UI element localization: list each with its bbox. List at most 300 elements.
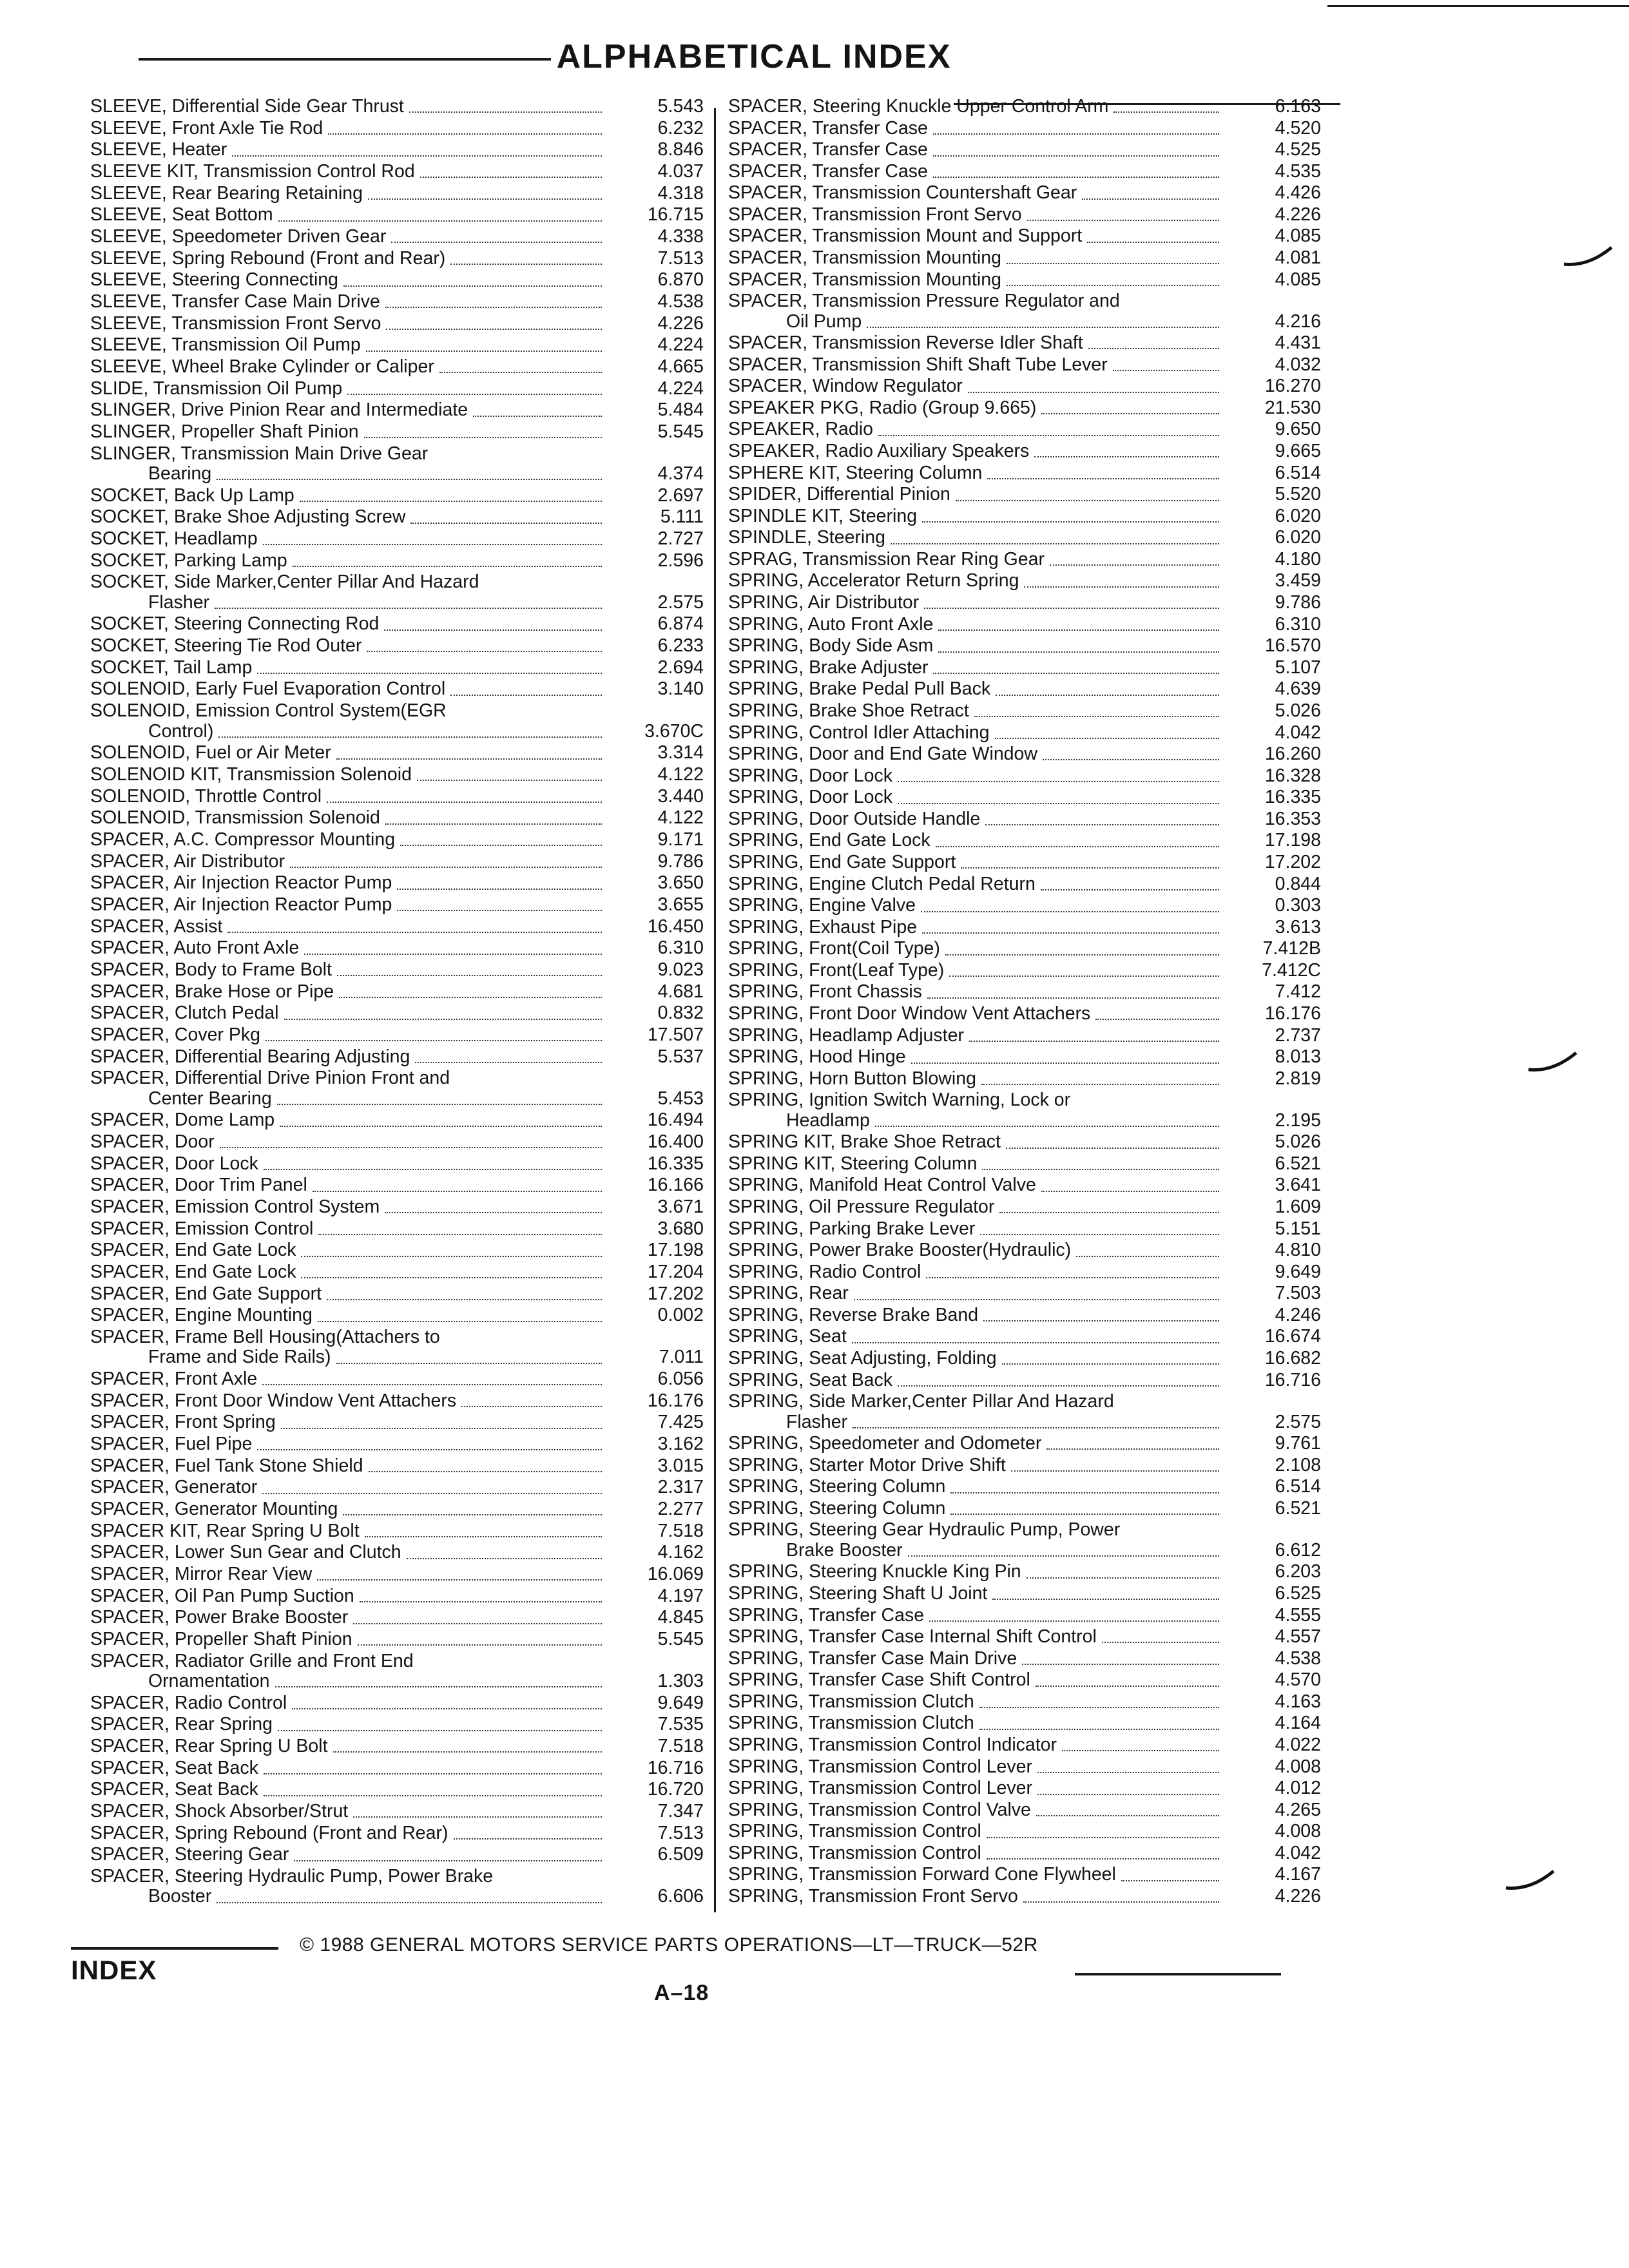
entry-reference: 4.265 <box>1275 1799 1321 1820</box>
dot-leader <box>927 997 1219 999</box>
index-entry <box>90 895 704 915</box>
index-entry <box>90 1758 704 1778</box>
entry-reference: 2.596 <box>657 550 704 571</box>
dot-leader <box>461 1406 602 1407</box>
index-entry <box>90 938 704 958</box>
entry-text: SPRING, Oil Pressure Regulator <box>728 1196 995 1218</box>
entry-reference: 6.056 <box>657 1369 704 1389</box>
entry-reference: 6.020 <box>1275 505 1321 526</box>
index-entry <box>90 1047 704 1067</box>
entry-reference: 16.166 <box>647 1175 704 1196</box>
entry-reference: 4.557 <box>1275 1626 1321 1648</box>
entry-text: SLEEVE, Heater <box>90 139 227 160</box>
entry-reference: 9.786 <box>657 850 704 872</box>
entry-text: SPRING, Transmission Control Lever <box>728 1756 1032 1777</box>
entry-text: SPRING, Steering Gear Hydraulic Pump, Power <box>728 1519 1121 1541</box>
dot-leader <box>1095 1019 1219 1020</box>
entry-reference: 3.015 <box>657 1455 704 1476</box>
entry-text: SPACER, Propeller Shaft Pinion <box>90 1629 352 1650</box>
entry-reference: 7.513 <box>657 1822 704 1843</box>
dot-leader <box>277 1104 602 1105</box>
index-entry <box>728 333 1321 353</box>
entry-text: SPRING, Auto Front Axle <box>728 613 934 635</box>
index-entry <box>90 1586 704 1606</box>
index-entry <box>728 896 1321 916</box>
dot-leader <box>294 1860 602 1861</box>
index-entry <box>90 1132 704 1152</box>
dot-leader <box>407 1558 602 1559</box>
index-entry <box>90 743 704 763</box>
index-entry <box>728 1132 1321 1152</box>
entry-text: SPACER, Power Brake Booster <box>90 1607 349 1628</box>
entry-reference: 16.715 <box>647 204 704 226</box>
entry-text: SPACER, Transfer Case <box>728 139 928 160</box>
index-entry <box>728 1240 1321 1260</box>
entry-reference: 16.353 <box>1264 808 1321 829</box>
entry-reference: 4.639 <box>1275 678 1321 700</box>
index-entry <box>728 1499 1321 1519</box>
index-entry <box>90 1802 704 1821</box>
dot-leader <box>1087 242 1219 243</box>
entry-reference: 4.224 <box>657 378 704 399</box>
dot-leader <box>949 975 1219 977</box>
entry-reference: 1.303 <box>657 1671 704 1692</box>
dot-leader <box>933 177 1219 178</box>
dot-leader <box>1006 1148 1219 1149</box>
entry-reference: 4.570 <box>1275 1669 1321 1691</box>
entry-reference: 5.545 <box>657 421 704 443</box>
dot-leader <box>347 394 602 395</box>
index-entry <box>728 852 1321 872</box>
entry-continuation: Flasher <box>148 591 210 613</box>
entry-reference: 9.023 <box>657 959 704 980</box>
dot-leader <box>264 1169 602 1170</box>
entry-reference: 6.612 <box>1275 1539 1321 1561</box>
entry-reference: 17.198 <box>1264 830 1321 851</box>
entry-reference: 6.874 <box>657 613 704 635</box>
index-entry <box>90 507 704 527</box>
entry-text: SPACER, Emission Control System <box>90 1196 380 1217</box>
corner-rule <box>1327 5 1629 7</box>
footer-rule-left <box>71 1947 278 1950</box>
index-entry <box>728 97 1321 117</box>
index-entry <box>90 1391 704 1411</box>
entry-text: SPACER, Auto Front Axle <box>90 937 300 959</box>
entry-reference: 16.328 <box>1264 765 1321 786</box>
dot-leader <box>1007 285 1219 286</box>
entry-text: SPACER, Steering Knuckle Upper Control Arm <box>728 96 1109 117</box>
index-entry <box>728 1887 1321 1907</box>
dot-leader <box>336 758 602 760</box>
dot-leader <box>950 1514 1219 1515</box>
dot-leader <box>1050 564 1219 566</box>
entry-text: SPRING, Front(Coil Type) <box>728 938 940 959</box>
index-entry <box>728 1520 1321 1561</box>
entry-text: SOCKET, Steering Tie Rod Outer <box>90 635 362 657</box>
index-entry <box>728 1370 1321 1390</box>
dot-leader <box>365 1536 602 1537</box>
dot-leader <box>366 351 602 352</box>
dot-leader <box>999 1212 1219 1213</box>
index-entry <box>728 658 1321 678</box>
entry-reference: 16.400 <box>647 1131 704 1152</box>
entry-continuation: Bearing <box>148 463 212 485</box>
index-entry <box>728 1262 1321 1282</box>
index-entry <box>90 1262 704 1282</box>
entry-reference: 4.246 <box>1275 1304 1321 1325</box>
dot-leader <box>853 1427 1219 1428</box>
dot-leader <box>938 651 1219 653</box>
entry-text: SPACER, Door <box>90 1131 215 1152</box>
dot-leader <box>1027 220 1219 221</box>
index-entry <box>728 1349 1321 1369</box>
entry-text: SPRING, End Gate Lock <box>728 830 930 851</box>
entry-text: SPRING, Transmission Front Servo <box>728 1886 1018 1907</box>
entry-text: SPRING, End Gate Support <box>728 852 956 872</box>
index-entry <box>728 270 1321 290</box>
entry-text: SPINDLE, Steering <box>728 527 885 548</box>
dot-leader <box>922 932 1219 934</box>
entry-reference: 4.535 <box>1275 160 1321 182</box>
binder-hole-mark <box>1563 245 1614 268</box>
entry-reference: 3.314 <box>657 742 704 764</box>
index-entry <box>728 1004 1321 1024</box>
entry-text: SPACER, Fuel Pipe <box>90 1434 253 1455</box>
page-title: ALPHABETICAL INDEX <box>556 38 952 75</box>
dot-leader <box>301 1277 602 1278</box>
entry-text: SPIDER, Differential Pinion <box>728 484 950 505</box>
entry-reference: 7.503 <box>1275 1283 1321 1304</box>
entry-reference: 16.494 <box>647 1110 704 1131</box>
dot-leader <box>367 651 602 652</box>
entry-reference: 4.374 <box>657 463 704 485</box>
index-entry <box>90 249 704 269</box>
index-entry <box>90 140 704 160</box>
index-entry <box>728 766 1321 786</box>
entry-reference: 6.310 <box>1275 613 1321 635</box>
entry-reference: 4.180 <box>1275 548 1321 570</box>
dot-leader <box>278 220 602 222</box>
entry-text: SOLENOID KIT, Transmission Solenoid <box>90 764 412 785</box>
index-entry <box>90 1715 704 1735</box>
index-entry <box>728 701 1321 721</box>
dot-leader <box>1041 413 1219 414</box>
entry-reference: 5.107 <box>1275 657 1321 678</box>
entry-text: SPRING, Transmission Clutch <box>728 1713 974 1734</box>
dot-leader <box>1113 370 1219 371</box>
entry-reference: 5.026 <box>1275 1131 1321 1153</box>
dot-leader <box>280 1126 602 1127</box>
entry-text: SLEEVE, Transfer Case Main Drive <box>90 291 380 312</box>
entry-reference: 2.195 <box>1275 1110 1321 1131</box>
entry-reference: 4.042 <box>1275 722 1321 743</box>
entry-reference: 4.216 <box>1275 311 1321 332</box>
index-entry <box>728 1175 1321 1195</box>
entry-text: SOCKET, Tail Lamp <box>90 657 253 678</box>
entry-text: SPRING, Body Side Asm <box>728 635 934 657</box>
entry-text: SPACER, Window Regulator <box>728 376 963 397</box>
entry-continuation: Center Bearing <box>148 1088 272 1109</box>
entry-reference: 8.013 <box>1275 1046 1321 1068</box>
entry-text: SPACER, A.C. Compressor Mounting <box>90 829 396 850</box>
entry-text: SPACER, Front Spring <box>90 1412 276 1433</box>
entry-reference: 9.649 <box>657 1692 704 1713</box>
entry-reference: 6.514 <box>1275 1476 1321 1497</box>
entry-text: SPRING, Transfer Case Internal Shift Control <box>728 1626 1097 1648</box>
index-entry <box>90 400 704 420</box>
entry-reference: 6.020 <box>1275 527 1321 548</box>
entry-reference: 3.140 <box>657 678 704 700</box>
index-entry <box>728 939 1321 959</box>
entry-reference: 2.575 <box>1275 1411 1321 1432</box>
index-entry <box>90 292 704 312</box>
entry-reference: 4.008 <box>1275 1756 1321 1777</box>
entry-reference: 7.535 <box>657 1714 704 1735</box>
entry-text: SPRING, Transmission Forward Cone Flywheel <box>728 1864 1116 1885</box>
entry-continuation: Oil Pump <box>786 311 862 332</box>
dot-leader <box>215 608 602 609</box>
index-entry <box>728 485 1321 505</box>
entry-text: SPACER, Door Trim Panel <box>90 1175 307 1196</box>
entry-text: SPRING, Door Lock <box>728 765 892 786</box>
index-entry <box>90 162 704 182</box>
entry-text: SPRING, Door and End Gate Window <box>728 744 1037 765</box>
index-column-right <box>728 97 1321 1907</box>
entry-text: SPACER, Door Lock <box>90 1153 258 1174</box>
index-entry <box>90 1197 704 1217</box>
entry-text: SPRING, Seat <box>728 1326 847 1347</box>
index-entry <box>90 205 704 225</box>
entry-text: SOCKET, Parking Lamp <box>90 550 287 571</box>
index-entry <box>728 744 1321 764</box>
index-entry <box>90 1110 704 1130</box>
index-entry <box>90 97 704 117</box>
entry-text: SPEAKER PKG, Radio (Group 9.665) <box>728 397 1037 418</box>
dot-leader <box>1121 1880 1219 1881</box>
index-entry <box>90 1305 704 1325</box>
entry-reference: 4.338 <box>657 226 704 247</box>
entry-continuation: Flasher <box>786 1411 848 1432</box>
index-entry <box>90 1456 704 1476</box>
entry-text: SPACER, Air Distributor <box>90 850 285 872</box>
dot-leader <box>337 975 602 976</box>
entry-text: SOLENOID, Transmission Solenoid <box>90 807 380 829</box>
entry-text: SPACER, Body to Frame Bolt <box>90 959 332 980</box>
entry-reference: 5.520 <box>1275 484 1321 505</box>
footer-section-label: INDEX <box>71 1955 157 1985</box>
index-entry <box>728 679 1321 699</box>
entry-text: SOCKET, Brake Shoe Adjusting Screw <box>90 506 406 528</box>
index-entry <box>728 291 1321 332</box>
entry-reference: 0.002 <box>657 1305 704 1326</box>
entry-text: SLINGER, Propeller Shaft Pinion <box>90 421 359 443</box>
entry-text: SPRING KIT, Brake Shoe Retract <box>728 1131 1001 1153</box>
entry-reference: 6.525 <box>1275 1582 1321 1604</box>
index-entry <box>90 551 704 571</box>
index-entry <box>728 831 1321 850</box>
entry-reference: 7.425 <box>657 1412 704 1433</box>
dot-leader <box>852 1342 1219 1343</box>
dot-leader <box>1041 889 1219 890</box>
dot-leader <box>292 1708 602 1709</box>
dot-leader <box>922 521 1219 523</box>
entry-text: SPRING, Front(Leaf Type) <box>728 959 945 981</box>
entry-reference: 3.671 <box>657 1196 704 1217</box>
entry-text: SPRING, Parking Brake Lever <box>728 1218 976 1239</box>
entry-reference: 4.431 <box>1275 332 1321 354</box>
entry-reference: 3.440 <box>657 785 704 807</box>
entry-text: SPACER, Lower Sun Gear and Clutch <box>90 1542 401 1563</box>
entry-reference: 6.232 <box>657 117 704 139</box>
entry-text: SOCKET, Headlamp <box>90 528 258 550</box>
index-entry <box>728 571 1321 591</box>
dot-leader <box>1011 1470 1219 1472</box>
entry-reference: 5.545 <box>657 1629 704 1650</box>
entry-text: SPACER, Generator <box>90 1477 258 1498</box>
entry-continuation: Brake Booster <box>786 1539 903 1561</box>
entry-text: SPRAG, Transmission Rear Ring Gear <box>728 548 1045 570</box>
entry-text: SPACER, Transmission Mounting <box>728 269 1001 290</box>
dot-leader <box>339 997 602 998</box>
entry-text: SPRING, Speedometer and Odometer <box>728 1433 1042 1454</box>
dot-leader <box>262 1493 602 1494</box>
entry-text: SPRING, Headlamp Adjuster <box>728 1024 964 1046</box>
dot-leader <box>979 1729 1219 1730</box>
dot-leader <box>987 1858 1219 1860</box>
dot-leader <box>360 1601 602 1602</box>
dot-leader <box>982 1169 1219 1170</box>
entry-reference: 17.204 <box>647 1261 704 1282</box>
entry-text: SPRING, Engine Valve <box>728 895 916 916</box>
index-entry <box>90 1521 704 1541</box>
entry-reference: 4.538 <box>1275 1648 1321 1669</box>
index-entry <box>90 1477 704 1497</box>
entry-text: SPACER, Radio Control <box>90 1692 287 1713</box>
entry-text: SPRING, Seat Back <box>728 1369 893 1390</box>
dot-leader <box>980 1234 1219 1235</box>
dot-leader <box>898 1385 1219 1387</box>
entry-reference: 6.514 <box>1275 462 1321 483</box>
dot-leader <box>262 1384 602 1385</box>
entry-text: SLEEVE, Steering Connecting <box>90 269 338 291</box>
entry-reference: 9.171 <box>657 829 704 850</box>
dot-leader <box>415 1062 602 1063</box>
dot-leader <box>313 1191 602 1192</box>
entry-reference: 5.151 <box>1275 1218 1321 1239</box>
entry-reference: 2.727 <box>657 528 704 550</box>
entry-reference: 4.164 <box>1275 1713 1321 1734</box>
entry-reference: 5.111 <box>660 506 704 528</box>
index-column-left <box>90 97 704 1907</box>
dot-leader <box>264 1795 602 1796</box>
entry-reference: 16.176 <box>647 1390 704 1411</box>
entry-reference: 5.537 <box>657 1046 704 1067</box>
entry-reference: 16.335 <box>1264 787 1321 808</box>
entry-text: SPACER, Front Axle <box>90 1369 258 1389</box>
dot-leader <box>439 372 602 373</box>
entry-text: SOCKET, Steering Connecting Rod <box>90 613 380 635</box>
entry-reference: 4.122 <box>657 807 704 829</box>
dot-leader <box>992 1599 1219 1600</box>
dot-leader <box>450 695 602 696</box>
dot-leader <box>420 177 602 178</box>
dot-leader <box>1037 1772 1219 1773</box>
entry-text: SPACER, Brake Hose or Pipe <box>90 981 334 1002</box>
dot-leader <box>974 716 1219 717</box>
dot-leader <box>936 846 1219 847</box>
entry-text: SPACER, Air Injection Reactor Pump <box>90 872 392 894</box>
index-entry <box>728 1821 1321 1841</box>
dot-leader <box>410 523 602 524</box>
entry-reference: 6.203 <box>1275 1561 1321 1582</box>
index-entry <box>90 119 704 139</box>
index-entry <box>90 314 704 334</box>
index-entry <box>90 486 704 506</box>
dot-leader <box>1022 1664 1219 1665</box>
dot-leader <box>929 1620 1219 1622</box>
entry-text: SPACER, Transmission Shift Shaft Tube Lever <box>728 354 1108 375</box>
entry-text: SPRING, Accelerator Return Spring <box>728 570 1019 591</box>
index-entry <box>90 1542 704 1562</box>
dot-leader <box>284 1019 602 1020</box>
entry-text: SPACER, End Gate Lock <box>90 1240 296 1261</box>
dot-leader <box>1113 111 1219 113</box>
index-entry <box>90 1823 704 1843</box>
dot-leader <box>353 1816 602 1818</box>
entry-text: SPACER, Rear Spring <box>90 1714 273 1735</box>
dot-leader <box>336 1363 602 1364</box>
dot-leader <box>217 479 602 480</box>
column-divider <box>714 108 716 1912</box>
entry-reference: 4.520 <box>1275 117 1321 139</box>
index-entry <box>728 119 1321 139</box>
entry-reference: 16.716 <box>1264 1369 1321 1390</box>
entry-text: SPRING, Control Idler Attaching <box>728 722 990 743</box>
dot-leader <box>1034 456 1219 457</box>
entry-text: SPACER, Oil Pan Pump Suction <box>90 1585 354 1606</box>
entry-reference: 16.335 <box>647 1153 704 1174</box>
entry-reference: 5.453 <box>657 1088 704 1109</box>
entry-text: SPRING, Starter Motor Drive Shift <box>728 1454 1006 1475</box>
index-entry <box>728 723 1321 743</box>
index-entry <box>90 1412 704 1432</box>
index-entry <box>90 1736 704 1756</box>
entry-reference: 3.670C <box>644 720 704 742</box>
index-entry <box>90 1003 704 1023</box>
index-entry <box>728 593 1321 613</box>
index-entry <box>90 787 704 807</box>
entry-reference: 16.674 <box>1264 1326 1321 1347</box>
index-entry <box>728 1305 1321 1325</box>
index-entry <box>90 765 704 785</box>
entry-reference: 7.518 <box>657 1520 704 1541</box>
entry-text: SPRING, Steering Column <box>728 1497 946 1519</box>
entry-reference: 0.303 <box>1275 895 1321 916</box>
dot-leader <box>875 1126 1219 1127</box>
entry-reference: 4.665 <box>657 356 704 378</box>
index-entry <box>728 528 1321 548</box>
entry-reference: 3.459 <box>1275 570 1321 591</box>
dot-leader <box>938 629 1219 631</box>
entry-text: SPRING, Front Chassis <box>728 981 922 1003</box>
entry-text: SPACER, Steering Hydraulic Pump, Power Brake <box>90 1866 494 1887</box>
entry-text: SOLENOID, Fuel or Air Meter <box>90 742 331 764</box>
entry-text: SPRING, Transmission Control Indicator <box>728 1735 1057 1755</box>
entry-text: SPACER, Radiator Grille and Front End <box>90 1650 414 1671</box>
entry-text: SPACER, Transmission Front Servo <box>728 204 1022 225</box>
index-entry <box>90 1434 704 1454</box>
entry-text: SPACER, Clutch Pedal <box>90 1003 279 1024</box>
